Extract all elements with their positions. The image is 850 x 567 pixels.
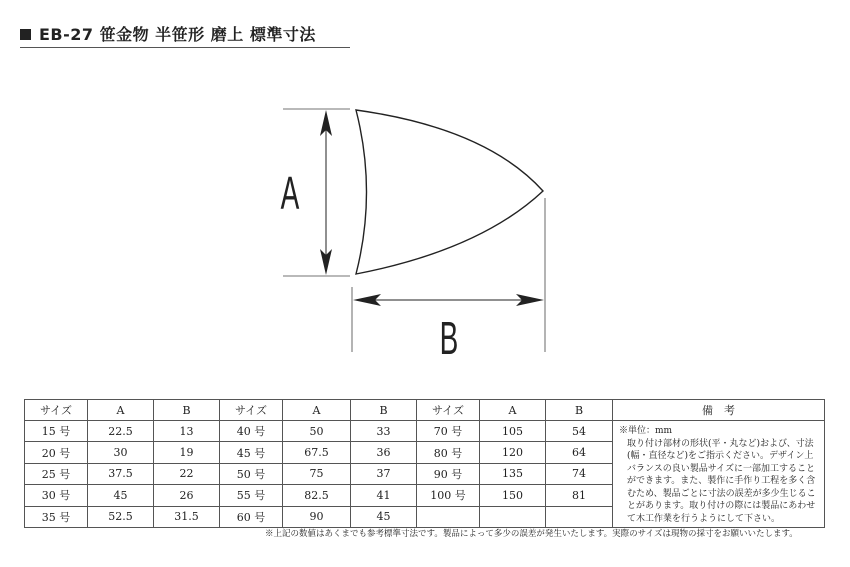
table-cell: 135 bbox=[480, 463, 546, 484]
table-cell: 120 bbox=[480, 442, 546, 463]
table-cell: 30 号 bbox=[25, 485, 88, 506]
table-cell: 100 号 bbox=[417, 485, 480, 506]
table-cell: 75 bbox=[283, 463, 351, 484]
table-cell: 50 bbox=[283, 421, 351, 442]
table-cell: 105 bbox=[480, 421, 546, 442]
dimension-table bbox=[24, 399, 825, 528]
table-cell: 20 号 bbox=[25, 442, 88, 463]
header-cell: サイズ bbox=[25, 400, 88, 421]
table-cell: 41 bbox=[351, 485, 417, 506]
dimension-label-a: A bbox=[280, 169, 300, 220]
table-cell: 19 bbox=[154, 442, 220, 463]
table-cell: 15 号 bbox=[25, 421, 88, 442]
table-cell: 80 号 bbox=[417, 442, 480, 463]
header-cell: B bbox=[546, 400, 613, 421]
table-cell: 40 号 bbox=[220, 421, 283, 442]
table-cell: 30 bbox=[88, 442, 154, 463]
table-cell: 45 号 bbox=[220, 442, 283, 463]
table-cell: 50 号 bbox=[220, 463, 283, 484]
table-cell: 52.5 bbox=[88, 506, 154, 527]
header-cell: サイズ bbox=[417, 400, 480, 421]
table-cell: 82.5 bbox=[283, 485, 351, 506]
table-cell: 37.5 bbox=[88, 463, 154, 484]
table-cell: 81 bbox=[546, 485, 613, 506]
notes-unit: ※単位：mm bbox=[619, 426, 673, 436]
page-title-text: EB-27 笹金物 半笹形 磨上 標準寸法 bbox=[39, 25, 316, 44]
table-cell: 37 bbox=[351, 463, 417, 484]
footnote: ※上記の数値はあくまでも参考標準寸法です。製品によって多少の誤差が発生いたします。実際のサイズは現物の採寸をお願いいたします。 bbox=[265, 529, 798, 539]
table-cell: 60 号 bbox=[220, 506, 283, 527]
fitting-outline bbox=[356, 110, 543, 274]
notes-text: 取り付け部材の形状(平・丸など)および、寸法(幅・直径など)をご指示ください。デザイン上バランスの良い製品サイズに一部加工することができます。また、製作に手作り工程を多く含むため、製品ごとに寸法の誤差が多少生じることがあります。取り付けの際には製品にあわせて木工作業を行うようにして下さい。 bbox=[627, 438, 816, 524]
table-cell: 54 bbox=[546, 421, 613, 442]
header-cell: B bbox=[154, 400, 220, 421]
table-cell: 26 bbox=[154, 485, 220, 506]
table-cell: 150 bbox=[480, 485, 546, 506]
table-cell: 31.5 bbox=[154, 506, 220, 527]
table-cell: 45 bbox=[351, 506, 417, 527]
table-cell: 74 bbox=[546, 463, 613, 484]
table-cell: 35 号 bbox=[25, 506, 88, 527]
notes-header: 備 考 bbox=[613, 400, 825, 421]
table-cell: 70 号 bbox=[417, 421, 480, 442]
header-cell: A bbox=[480, 400, 546, 421]
table-cell: 13 bbox=[154, 421, 220, 442]
dimension-label-b: B bbox=[439, 314, 459, 365]
table-cell: 25 号 bbox=[25, 463, 88, 484]
header-cell: A bbox=[88, 400, 154, 421]
table-cell: 55 号 bbox=[220, 485, 283, 506]
table-cell: 90 号 bbox=[417, 463, 480, 484]
table-cell: 90 bbox=[283, 506, 351, 527]
table-cell: 45 bbox=[88, 485, 154, 506]
table-cell: 22 bbox=[154, 463, 220, 484]
table-cell bbox=[546, 506, 613, 527]
table-cell bbox=[417, 506, 480, 527]
table-cell bbox=[480, 506, 546, 527]
notes-cell bbox=[613, 421, 825, 528]
header-cell: A bbox=[283, 400, 351, 421]
table-cell: 64 bbox=[546, 442, 613, 463]
table-header-row bbox=[25, 400, 825, 421]
table-cell: 36 bbox=[351, 442, 417, 463]
table-cell: 67.5 bbox=[283, 442, 351, 463]
table-row bbox=[25, 421, 825, 442]
header-cell: サイズ bbox=[220, 400, 283, 421]
header-cell: B bbox=[351, 400, 417, 421]
table-cell: 33 bbox=[351, 421, 417, 442]
table-cell: 22.5 bbox=[88, 421, 154, 442]
